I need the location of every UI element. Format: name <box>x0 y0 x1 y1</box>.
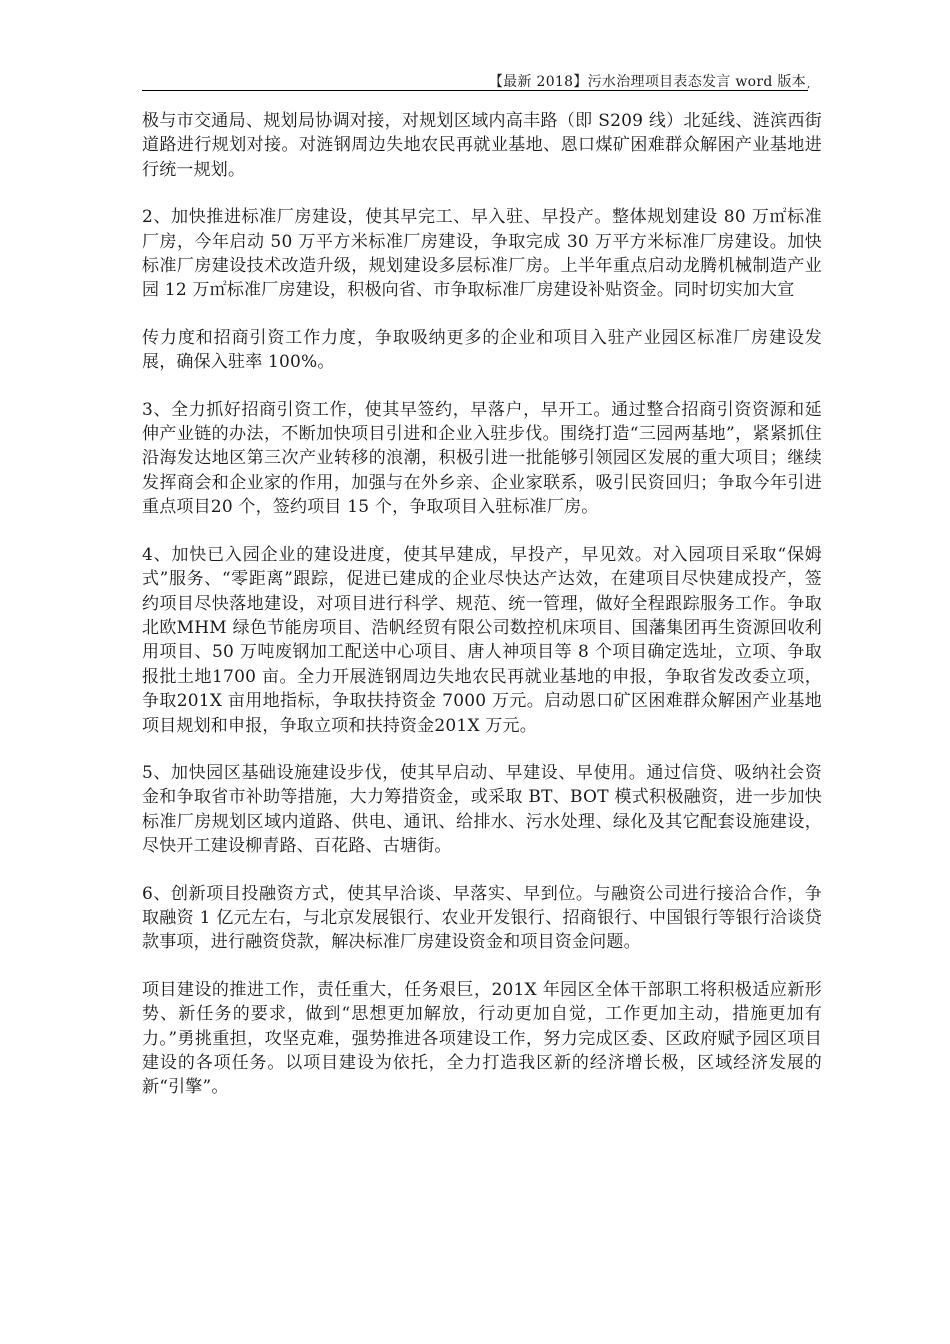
document-body <box>142 109 822 1123</box>
paragraph-6: 5、加快园区基础设施建设步伐，使其早启动、早建设、早使用。通过信贷、吸纳社会资金和争取省市补助等措施，大力筹措资金，或采取 BT、BOT 模式积极融资，进一步加快标准厂房规划区域内道路、供电、通讯、给排水、污水处理、绿化及其它配套设施建设，尽快开工建设柳青路、百花路、古塘街。 <box>142 762 822 857</box>
paragraph-7: 6、创新项目投融资方式，使其早洽谈、早落实、早到位。与融资公司进行接洽合作，争取融资 1 亿元左右，与北京发展银行、农业开发银行、招商银行、中国银行等银行洽谈贷款事项，进行融资贷款，解决标准厂房建设资金和项目资金问题。 <box>142 883 822 953</box>
paragraph-3: 传力度和招商引资工作力度，争取吸纳更多的企业和项目入驻产业园区标准厂房建设发展，确保入驻率 100%。 <box>142 327 822 373</box>
paragraph-5: 4、加快已入园企业的建设进度，使其早建成，早投产，早见效。对入园项目采取“保姆式”服务、“零距离”跟踪，促进已建成的企业尽快达产达效，在建项目尽快建成投产，签约项目尽快落地建设，对项目进行科学、规范、统一管理，做好全程跟踪服务工作。争取北欧MHM 绿色节能房项目、浩帆经贸有限公司数控机床项目、国藩集团再生资源回收利用项目、50 万吨废钢加工配送中心项目、唐人神项目等 8 个项目确定选址，立项、争取报批土地1700 亩。全力开展涟钢周边失地农民再就业基地的申报，争取省发改委立项，争取201X 亩用地指标，争取扶持资金 7000 万元。启动恩口矿区困难群众解困产业基地项目规划和申报，争取立项和扶持资金201X 万元。 <box>142 544 822 736</box>
paragraph-1: 极与市交通局、规划局协调对接，对规划区域内高丰路（即 S209 线）北延线、涟滨西街道路进行规划对接。对涟钢周边失地农民再就业基地、恩口煤矿困难群众解困产业基地进行统一规划。 <box>142 111 822 180</box>
header-divider <box>142 90 808 91</box>
paragraph-8: 项目建设的推进工作，责任重大，任务艰巨，201X 年园区全体干部职工将积极适应新形势、新任务的要求，做到“思想更加解放，行动更加自觉，工作更加主动，措施更加有力。”勇挑重担，攻坚克难，强势推进各项建设工作，努力完成区委、区政府赋予园区项目建设的各项任务。以项目建设为依托，全力打造我区新的经济增长极，区域经济发展的新“引擎”。 <box>142 979 822 1098</box>
document-header-title: 【最新 2018】污水治理项目表态发言 word 版本 <box>488 74 806 90</box>
header-end-mark: , <box>807 79 811 90</box>
paragraph-2: 2、加快推进标准厂房建设，使其早完工、早入驻、早投产。整体规划建设 80 万㎡标准厂房，今年启动 50 万平方米标准厂房建设，争取完成 30 万平方米标准厂房建设。加快标准厂房建设技术改造升级，规划建设多层标准厂房。上半年重点启动龙腾机械制造产业园 12 万㎡标准厂房建设，积极向省、市争取标准厂房建设补贴资金。同时切实加大宣 <box>142 207 822 301</box>
page-header <box>0 0 950 92</box>
paragraph-4: 3、全力抓好招商引资工作，使其早签约，早落户，早开工。通过整合招商引资资源和延伸产业链的办法，不断加快项目引进和企业入驻步伐。围绕打造“三园两基地”，紧紧抓住沿海发达地区第三次产业转移的浪潮，积极引进一批能够引领园区发展的重大项目；继续发挥商会和企业家的作用，加强与在外乡亲、企业家联系，吸引民资回归；争取今年引进重点项目20 个，签约项目 15 个，争取项目入驻标准厂房。 <box>142 399 822 518</box>
